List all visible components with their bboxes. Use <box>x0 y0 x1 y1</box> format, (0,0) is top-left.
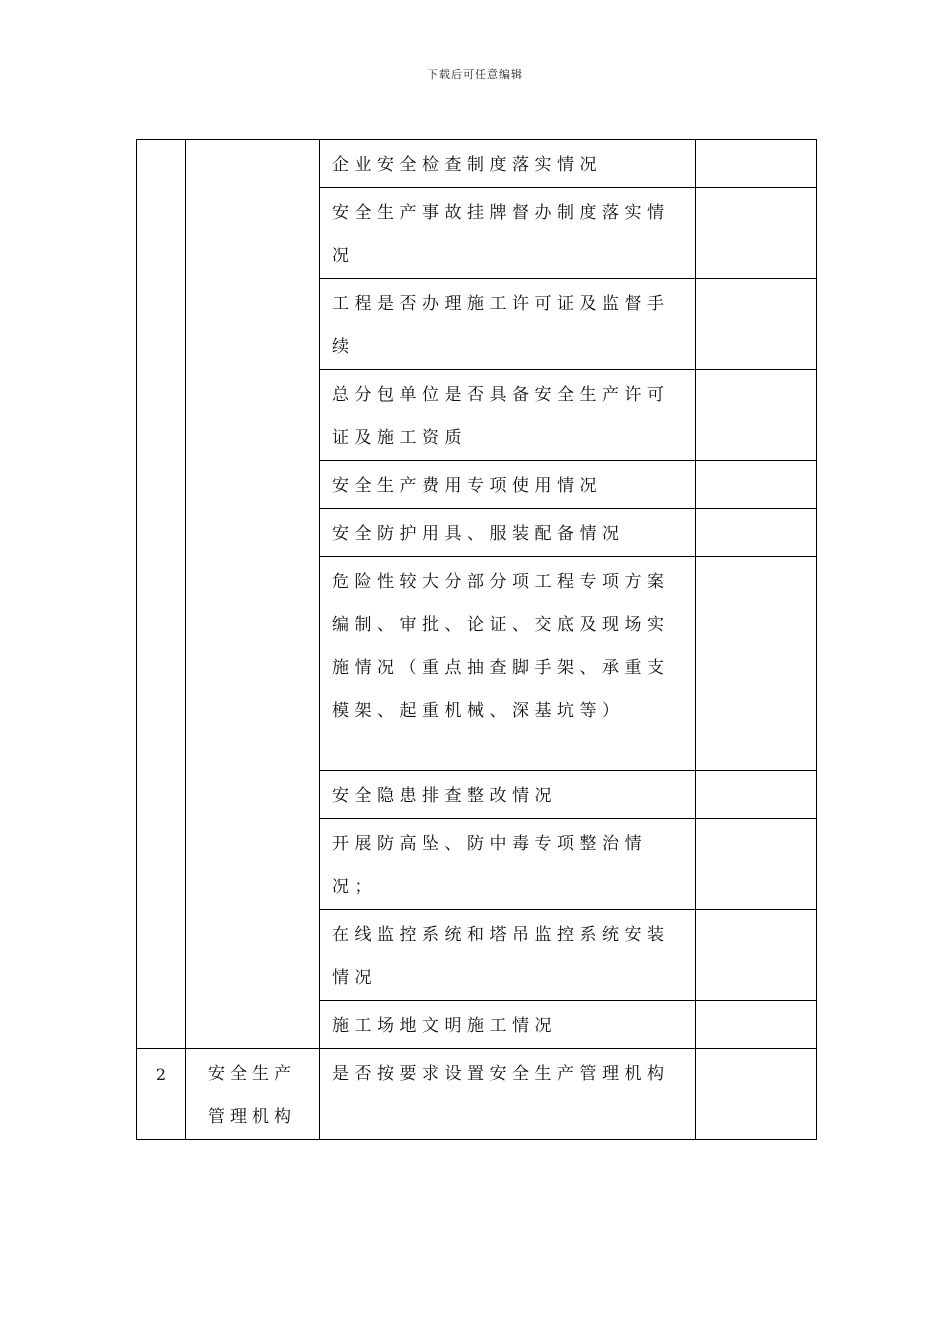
check-item-text: 开展防高坠、防中毒专项整治情况； <box>332 834 647 897</box>
item-cell <box>320 461 696 509</box>
check-item-text: 安全隐患排查整改情况 <box>332 786 557 806</box>
item-cell <box>320 370 696 461</box>
item-cell <box>320 1049 696 1140</box>
check-item-text: 安全生产事故挂牌督办制度落实情况 <box>332 203 670 266</box>
check-item-text: 危险性较大分部分项工程专项方案编制、审批、论证、交底及现场实施情况（重点抽查脚手架、承重支模架、起重机械、深基坑等） <box>332 572 670 721</box>
item-cell <box>320 140 696 188</box>
category-cell <box>186 140 320 1049</box>
number-cell <box>137 1049 186 1140</box>
table-row <box>137 140 817 188</box>
item-cell <box>320 819 696 910</box>
result-cell[interactable] <box>696 819 817 910</box>
check-item-text: 企业安全检查制度落实情况 <box>332 155 602 175</box>
result-cell[interactable] <box>696 370 817 461</box>
item-cell <box>320 188 696 279</box>
check-item-text: 是否按要求设置安全生产管理机构 <box>332 1064 670 1084</box>
row-number: 2 <box>155 1065 167 1084</box>
item-cell <box>320 771 696 819</box>
item-cell <box>320 557 696 771</box>
result-cell[interactable] <box>696 910 817 1001</box>
result-cell[interactable] <box>696 771 817 819</box>
check-item-text: 施工场地文明施工情况 <box>332 1016 557 1036</box>
table-row <box>137 1049 817 1140</box>
item-cell <box>320 910 696 1001</box>
result-cell[interactable] <box>696 461 817 509</box>
result-cell[interactable] <box>696 509 817 557</box>
result-cell[interactable] <box>696 188 817 279</box>
category-cell <box>186 1049 320 1140</box>
check-item-text: 在线监控系统和塔吊监控系统安装情况 <box>332 925 670 988</box>
result-cell[interactable] <box>696 557 817 771</box>
result-cell[interactable] <box>696 279 817 370</box>
inspection-checklist-table <box>136 139 817 1140</box>
item-cell <box>320 279 696 370</box>
check-item-text: 总分包单位是否具备安全生产许可证及施工资质 <box>332 385 670 448</box>
category-text: 安全生产管理机构 <box>208 1064 296 1127</box>
page-header-note: 下载后可任意编辑 <box>427 68 523 81</box>
number-cell <box>137 140 186 1049</box>
check-item-text: 安全生产费用专项使用情况 <box>332 476 602 496</box>
item-cell <box>320 1001 696 1049</box>
result-cell[interactable] <box>696 1049 817 1140</box>
result-cell[interactable] <box>696 1001 817 1049</box>
check-item-text: 安全防护用具、服装配备情况 <box>332 524 625 544</box>
result-cell[interactable] <box>696 140 817 188</box>
item-cell <box>320 509 696 557</box>
check-item-text: 工程是否办理施工许可证及监督手续 <box>332 294 670 357</box>
